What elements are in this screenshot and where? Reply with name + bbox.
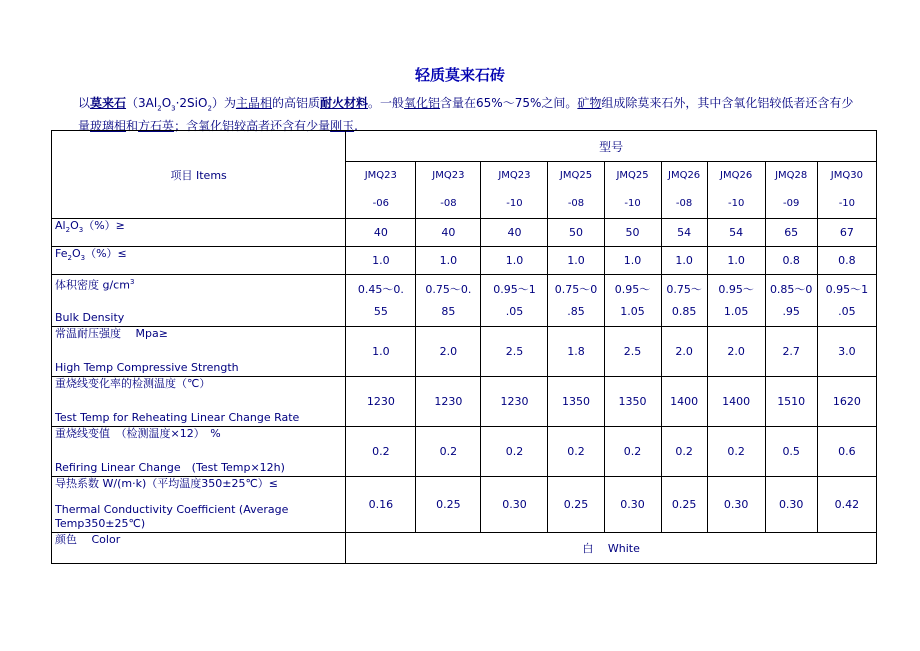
table-cell: 1620 xyxy=(817,377,876,427)
table-row xyxy=(52,275,877,327)
label-zh: 常温耐压强度 Mpa≥ xyxy=(55,327,168,340)
main-crystal-link[interactable]: 主晶相 xyxy=(235,96,272,110)
table-cell: 0.8 xyxy=(765,247,817,275)
label-zh: 重烧线变化率的检测温度（℃） xyxy=(55,377,211,390)
table-cell: 0.30 xyxy=(707,477,765,533)
table-cell: 1.0 xyxy=(481,247,548,275)
intro-text: . xyxy=(354,119,358,134)
row-label xyxy=(52,247,346,275)
table-cell: 1350 xyxy=(548,377,604,427)
model-code xyxy=(548,162,604,219)
intro-text: （3Al xyxy=(126,96,158,110)
model-code-line1: JMQ26 xyxy=(720,170,753,181)
row-label xyxy=(52,477,346,533)
corundum-link[interactable]: 刚玉 xyxy=(330,119,355,134)
table-row xyxy=(52,427,877,477)
model-code-line1: JMQ28 xyxy=(775,170,808,181)
table-cell: 1.0 xyxy=(416,247,481,275)
table-cell: 0.42 xyxy=(817,477,876,533)
table-cell: 2.0 xyxy=(416,327,481,377)
table-cell: 0.5 xyxy=(765,427,817,477)
row-label xyxy=(52,219,346,247)
row-label xyxy=(52,275,346,327)
table-cell: 1.0 xyxy=(604,247,661,275)
model-code xyxy=(765,162,817,219)
cell-line: 0.95～1 xyxy=(825,282,869,296)
cell-line: .05 xyxy=(505,304,524,318)
intro-text: ；含氧化铝较高者还含有少量 xyxy=(174,119,331,134)
cell-line: 0.75～0. xyxy=(425,282,472,296)
table-cell xyxy=(661,275,707,327)
intro-text: ）为 xyxy=(211,96,236,110)
table-cell: 1230 xyxy=(416,377,481,427)
table-cell: 1.0 xyxy=(548,247,604,275)
intro-text: 组成除莫来石外，其中含氧化铝较低者还含有少量 xyxy=(78,96,854,134)
glass-phase-link[interactable]: 玻璃相 xyxy=(90,119,127,134)
cell-line: 0.95～ xyxy=(718,282,754,296)
label-sup: 3 xyxy=(129,278,135,286)
table-cell: 2.5 xyxy=(604,327,661,377)
intro-text: 含量在65%～75%之间。 xyxy=(440,96,578,110)
table-cell: 1350 xyxy=(604,377,661,427)
cell-line: 0.85 xyxy=(671,304,697,318)
table-cell: 2.7 xyxy=(765,327,817,377)
table-cell: 1.0 xyxy=(346,327,416,377)
table-cell: 0.25 xyxy=(416,477,481,533)
model-code-line2: -08 xyxy=(567,198,585,209)
table-row xyxy=(52,377,877,427)
model-code xyxy=(707,162,765,219)
color-label: 颜色 Color xyxy=(52,533,346,564)
table-cell: 1400 xyxy=(661,377,707,427)
table-cell: 40 xyxy=(481,219,548,247)
table-cell: 2.0 xyxy=(707,327,765,377)
model-code xyxy=(346,162,416,219)
table-cell: 0.8 xyxy=(817,247,876,275)
table-cell: 0.30 xyxy=(481,477,548,533)
mullite-link[interactable]: 莫来石 xyxy=(90,96,127,110)
table-row xyxy=(52,477,877,533)
model-code-line2: -10 xyxy=(727,198,745,209)
table-cell: 2.5 xyxy=(481,327,548,377)
cell-line: 0.85～0 xyxy=(769,282,813,296)
table-cell: 0.30 xyxy=(765,477,817,533)
intro-text: 和 xyxy=(126,119,139,134)
cell-line: 0.95～ xyxy=(614,282,651,296)
label-part: Fe xyxy=(55,247,68,260)
table-cell: 1230 xyxy=(346,377,416,427)
mineral-link[interactable]: 矿物 xyxy=(577,96,602,110)
row-label xyxy=(52,427,346,477)
intro-text: 。一般 xyxy=(368,96,405,110)
model-code-line1: JMQ23 xyxy=(498,170,531,181)
model-code-line2: -10 xyxy=(624,198,641,209)
table-cell: 0.25 xyxy=(548,477,604,533)
label-en: Refiring Linear Change (Test Temp×12h) xyxy=(55,461,285,474)
label-part: 3 xyxy=(80,254,86,263)
label-part: 2 xyxy=(65,226,71,235)
page-title: 轻质莫来石砖 xyxy=(414,66,505,84)
model-code-line2: -09 xyxy=(783,198,800,209)
model-code xyxy=(604,162,661,219)
intro-text: O xyxy=(161,96,172,110)
table-cell xyxy=(346,275,416,327)
table-cell: 65 xyxy=(765,219,817,247)
intro-paragraph: 以莫来石$(3Al_2O_3\cdot 2SiO_2)$为主晶相的高铝质耐火材料。一般氧化铝含量在65%～75%之间。矿物组成除莫来石外，其中含氧化铝较低者还含有少量玻璃相和方石英；含氧化铝较高者还含有少量刚玉. xyxy=(78,96,854,134)
color-value: 白 White xyxy=(346,533,877,564)
cell-line: 0.75～0 xyxy=(554,282,598,296)
model-code xyxy=(661,162,707,219)
table-row xyxy=(52,327,877,377)
table-cell: 40 xyxy=(346,219,416,247)
model-code-line1: JMQ25 xyxy=(559,170,593,181)
model-code-line2: -06 xyxy=(372,198,389,209)
table-cell: 54 xyxy=(661,219,707,247)
table-cell: 50 xyxy=(548,219,604,247)
label-part: 3 xyxy=(78,226,84,235)
label-zh: 体积密度 g/cm xyxy=(55,278,130,292)
table-cell xyxy=(604,275,661,327)
intro-text: 以 xyxy=(78,96,91,110)
table-cell: 0.2 xyxy=(481,427,548,477)
label-zh: 重烧线变值 （检测温度×12） % xyxy=(55,427,221,440)
label-part: （%）≤ xyxy=(85,247,127,260)
model-code-line1: JMQ25 xyxy=(616,170,649,181)
cell-line: 0.75～ xyxy=(666,282,702,296)
refractory-link[interactable]: 耐火材料 xyxy=(319,96,368,110)
label-part: O xyxy=(71,247,81,260)
model-code xyxy=(817,162,876,219)
table-cell: 0.2 xyxy=(416,427,481,477)
model-code xyxy=(416,162,481,219)
cell-line: .05 xyxy=(838,304,856,318)
row-label xyxy=(52,377,346,427)
label-part: Al xyxy=(55,219,66,232)
table-cell: 50 xyxy=(604,219,661,247)
model-code-line1: JMQ23 xyxy=(364,170,397,181)
model-code-line1: JMQ23 xyxy=(432,170,465,181)
table-cell: 0.2 xyxy=(346,427,416,477)
cell-line: 1.05 xyxy=(620,304,645,318)
cell-line: 0.45～0. xyxy=(357,282,404,296)
intro-text: 的高铝质 xyxy=(271,96,320,110)
model-code-line2: -08 xyxy=(440,198,457,209)
model-code xyxy=(481,162,548,219)
cristobalite-link[interactable]: 方石英 xyxy=(138,119,175,134)
table-cell: 2.0 xyxy=(661,327,707,377)
table-cell: 0.2 xyxy=(604,427,661,477)
table-cell: 1.0 xyxy=(707,247,765,275)
cell-line: 1.05 xyxy=(723,304,749,318)
model-code-line1: JMQ26 xyxy=(668,170,701,181)
items-header: 项目 Items xyxy=(52,131,346,219)
table-cell: 0.2 xyxy=(707,427,765,477)
table-cell xyxy=(817,275,876,327)
table-cell: 67 xyxy=(817,219,876,247)
table-cell: 1.0 xyxy=(661,247,707,275)
label-en: High Temp Compressive Strength xyxy=(55,361,239,374)
table-cell: 1230 xyxy=(481,377,548,427)
table-cell: 0.30 xyxy=(604,477,661,533)
model-code-line2: -08 xyxy=(675,198,693,209)
model-code-line2: -10 xyxy=(838,198,856,209)
table-cell xyxy=(481,275,548,327)
table-cell: 1400 xyxy=(707,377,765,427)
label-en: Test Temp for Reheating Linear Change Rate xyxy=(55,411,300,424)
model-code-line1: JMQ30 xyxy=(830,170,863,181)
table-cell: 0.6 xyxy=(817,427,876,477)
row-label xyxy=(52,327,346,377)
cell-line: .85 xyxy=(567,304,585,318)
cell-line: .95 xyxy=(782,304,800,318)
table-cell: 3.0 xyxy=(817,327,876,377)
cell-line: 0.95～1 xyxy=(493,282,536,296)
table-cell: 0.25 xyxy=(661,477,707,533)
table-cell: 0.2 xyxy=(661,427,707,477)
model-code-line2: -10 xyxy=(506,198,523,209)
table-cell: 1510 xyxy=(765,377,817,427)
label-part: （%）≥ xyxy=(83,219,125,232)
label-en: Thermal Conductivity Coefficient (Average Temp350±25℃) xyxy=(55,503,289,530)
table-cell: 54 xyxy=(707,219,765,247)
table-row xyxy=(52,219,877,247)
intro-text: ·2SiO xyxy=(175,96,208,110)
spec-table xyxy=(51,130,877,564)
cell-line: 55 xyxy=(373,304,388,318)
label-en: Bulk Density xyxy=(55,311,125,324)
alumina-link[interactable]: 氧化铝 xyxy=(404,96,441,110)
table-row xyxy=(52,247,877,275)
table-cell xyxy=(707,275,765,327)
label-part: 2 xyxy=(67,254,72,263)
label-zh: 导热系数 W/(m·k)（平均温度350±25℃）≤ xyxy=(55,477,279,490)
table-cell: 1.8 xyxy=(548,327,604,377)
table-cell: 0.16 xyxy=(346,477,416,533)
table-cell: 0.2 xyxy=(548,427,604,477)
cell-line: 85 xyxy=(441,304,456,318)
label-part: O xyxy=(70,219,79,232)
table-cell: 1.0 xyxy=(346,247,416,275)
table-cell: 40 xyxy=(416,219,481,247)
table-cell xyxy=(416,275,481,327)
table-cell xyxy=(548,275,604,327)
table-cell xyxy=(765,275,817,327)
model-header: 型号 xyxy=(346,131,877,162)
